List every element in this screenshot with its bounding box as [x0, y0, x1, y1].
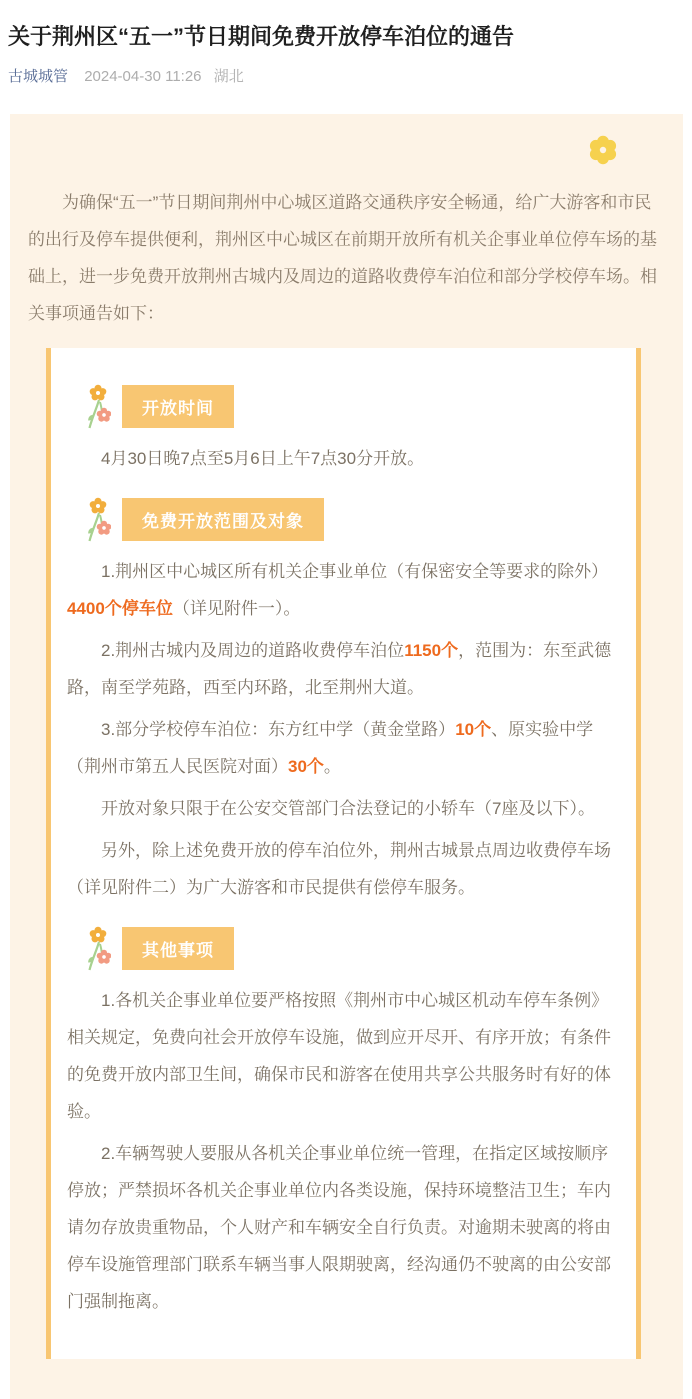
- bouquet-icon: [85, 384, 111, 430]
- flower-icon: [587, 134, 619, 166]
- body-paragraph: [67, 832, 624, 906]
- section-header: [85, 497, 624, 543]
- section-paragraphs: [67, 982, 624, 1320]
- intro-paragraph: 为确保“五一”节日期间荆州中心城区道路交通秩序安全畅通，给广大游客和市民的出行及停车提供便利，荆州区中心城区在前期开放所有机关企事业单位停车场的基础上，进一步免费开放荆州古城内及周边的道路收费停车泊位和部分学校停车场。相关事项通告如下：: [28, 192, 657, 323]
- highlight-number: 4400个停车位: [67, 598, 173, 618]
- section-open-time: [67, 384, 624, 477]
- body-paragraph: [67, 553, 624, 627]
- section-other-matters: [67, 926, 624, 1320]
- byline: [8, 67, 684, 87]
- section-header: [85, 384, 624, 430]
- section-badge: 开放时间: [122, 385, 234, 428]
- paragraph-text: 2.车辆驾驶人要服从各机关企事业单位统一管理，在指定区域按顺序停放；严禁损坏各机关企事业单位内各类设施，保持环境整洁卫生；车内请勿存放贵重物品，个人财产和车辆安全自行负责。对逾期未驶离的将由停车设施管理部门联系车辆当事人限期驶离，经沟通仍不驶离的由公安部门强制拖离。: [67, 1143, 611, 1311]
- publish-date: 2024-04-30 11:26: [84, 67, 202, 85]
- body-paragraph: [67, 982, 624, 1130]
- paragraph-text: 4月30日晚7点至5月6日上午7点30分开放。: [101, 448, 425, 468]
- paragraph-text: 、原实验中学（荆州市第五人民医院对面）: [67, 719, 594, 776]
- article-title: 关于荆州区“五一”节日期间免费开放停车泊位的通告: [8, 24, 515, 49]
- paragraph-text: ，范围为：东至武德路，南至学苑路，西至内环路，北至荆州大道。: [67, 640, 612, 697]
- body-paragraph: [67, 440, 624, 477]
- section-paragraphs: [67, 440, 624, 477]
- paragraph-text: （详见附件一）。: [172, 598, 301, 618]
- section-badge: 免费开放范围及对象: [122, 498, 324, 541]
- highlight-number: 10个: [455, 719, 492, 739]
- body-paragraph: [67, 790, 624, 827]
- section-free-scope: [67, 497, 624, 906]
- section-paragraphs: [67, 553, 624, 906]
- bouquet-icon: [85, 926, 111, 972]
- paragraph-text: 另外，除上述免费开放的停车泊位外，荆州古城景点周边收费停车场（详见附件二）为广大游客和市民提供有偿停车服务。: [67, 840, 611, 897]
- paragraph-text: 1.荆州区中心城区所有机关企事业单位（有保密安全等要求的除外）: [101, 561, 609, 581]
- paragraph-text: 1.各机关企事业单位要严格按照《荆州市中心城区机动车停车条例》相关规定，免费向社会开放停车设施，做到应开尽开、有序开放；有条件的免费开放内部卫生间，确保市民和游客在使用共享公共服务时有好的体验。: [67, 990, 611, 1121]
- body-paragraph: [67, 711, 624, 785]
- highlight-number: 30个: [288, 756, 324, 776]
- paragraph-text: 开放对象只限于在公安交管部门合法登记的小轿车（7座及以下）。: [101, 798, 595, 818]
- article-page: [0, 22, 692, 1399]
- paragraph-text: 。: [323, 756, 341, 776]
- highlight-number: 1150个: [404, 640, 459, 660]
- section-badge: 其他事项: [122, 927, 234, 970]
- body-paragraph: [67, 632, 624, 706]
- notice-card: [46, 348, 641, 1359]
- section-header: [85, 926, 624, 972]
- paragraph-text: 3.部分学校停车泊位：东方红中学（黄金堂路）: [101, 719, 456, 739]
- bouquet-icon: [85, 497, 111, 543]
- paragraph-text: 2.荆州古城内及周边的道路收费停车泊位: [101, 640, 405, 660]
- publish-location: 湖北: [213, 67, 244, 85]
- author-link[interactable]: 古城城管: [8, 67, 69, 85]
- article-body: [10, 114, 683, 1399]
- body-paragraph: [67, 1135, 624, 1320]
